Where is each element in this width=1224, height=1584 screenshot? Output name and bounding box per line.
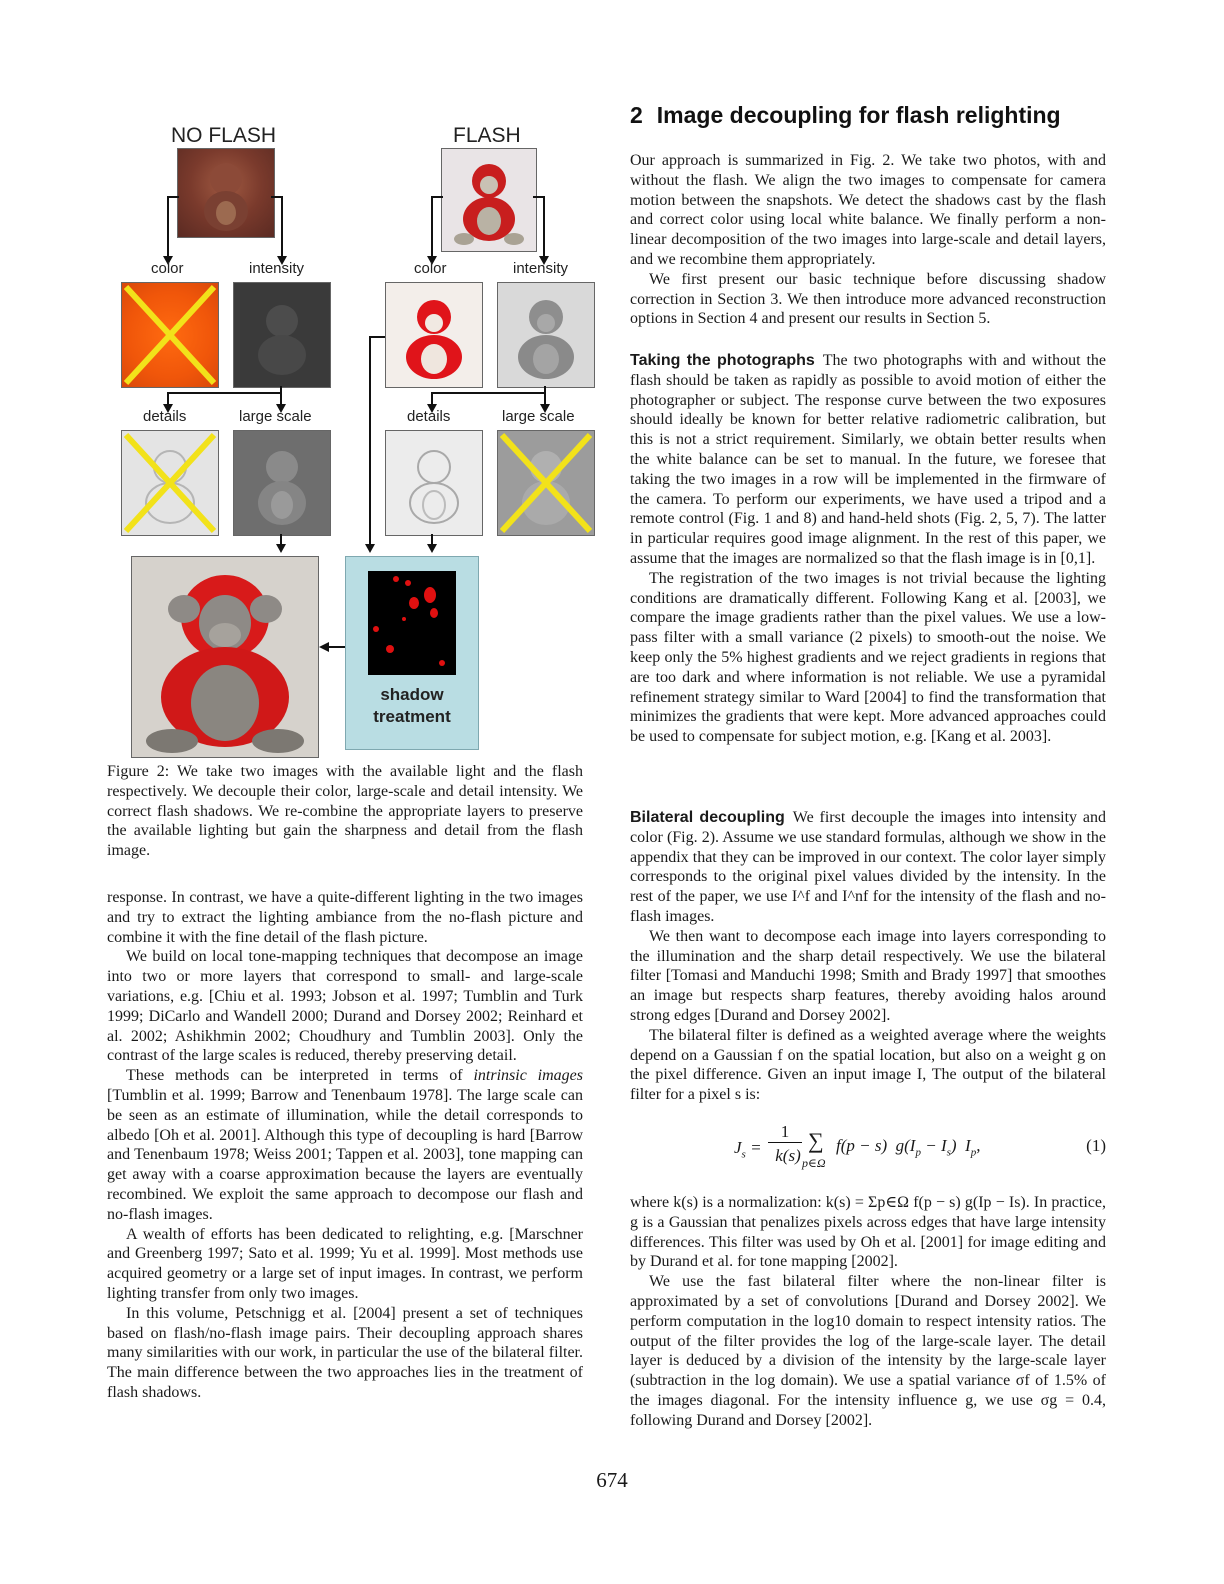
result-photo <box>131 556 319 758</box>
equation-1: $J_s$ = 1 k(s) ∑ p∈Ω f(p − s) $g(I_p - I_s)$ $I_p$, (1) <box>734 1122 1106 1170</box>
nf-color-tile <box>121 282 219 388</box>
nf-details-label: details <box>143 408 187 425</box>
bilateral-heading: Bilateral decoupling <box>630 809 785 826</box>
nf-large-scale-tile <box>233 430 331 536</box>
nf-large-scale-label: large scale <box>239 408 312 425</box>
right-p4: The registration of the two images is not trivial because the lighting conditions are dramatically different. Following Kang et al. [2003], we compare the image gradients rather than the pixel values. We use a low-pass filter with a small variance (2 pixels) to smooth-out the noise. We keep only the 5% highest gradients and we reject gradients in regions that are too dark and where information is not reliable. We use a pyramidal refinement strategy similar to Ward [2004] to find the transformation that minimizes the gradients that were kept. More advanced approaches could be used to compensate for subject motion, e.g. [Kang et al. 2003]. <box>630 569 1106 746</box>
f-large-scale-label: large scale <box>502 408 575 425</box>
shadow-label-2: treatment <box>373 707 451 726</box>
f-color-tile <box>385 282 483 388</box>
shadow-treatment-box <box>345 556 479 750</box>
f-details-tile <box>385 430 483 536</box>
left-p3: These methods can be interpreted in terms of intrinsic images [Tumblin et al. 1999; Barrow and Tenenbaum 1978]. The large scale can be seen as an estimate of illumination, while the detail corresponds to albedo [Oh et al. 2001]. Although this type of decoupling is hard [Barrow and Tenenbaum 1978; Weiss 2001; Tappen et al. 2003], tone mapping can get away with a coarse approximation because the layers are eventually recombined. We exploit the same approach to decompose our flash and no-flash images. <box>107 1067 584 1223</box>
right-p7: The bilateral filter is defined as a weighted average where the weights depend on a Gaussian f on the spatial location, but also on a weight g on the pixel difference. Given an input image I, The output of the bilateral filter for a pixel s is: <box>630 1026 1106 1104</box>
shadow-label-1: shadow <box>380 685 444 704</box>
caption-text: Figure 2: We take two images with the available light and the flash respectively. We decouple their color, large-scale and detail intensity. We correct flash shadows. We re-combine the appropriate layers to preserve the available lighting but gain the sharpness and detail from the flash image. <box>107 763 583 860</box>
page-number: 674 <box>596 1468 628 1492</box>
right-p5: Bilateral decoupling We first decouple the images into intensity and color (Fig. 2). Assume we use standard formulas, although we show in the appendix that they can be improved in our context. The color layer simply corresponds to the original pixel values divided by the intensity. In the rest of the paper, we use I^f and I^nf for the intensity of the flash and no-flash images. <box>630 809 1106 925</box>
right-p3: Taking the photographs The two photographs with and without the flash should be taken as rapidly as possible to avoid motion of either the photographer or subject. The response curve between the two exposures should ideally be known for better relative radiometric calibration, but this is not a strict requirement. Similarly, we obtain better results when the white balance can be set to manual. In the future, we foresee that taking the two images in a row will be implemented in the firmware of the camera. To perform our experiments, we have used a tripod and a remote control (Fig. 1 and 8) and hand-held shots (Fig. 2, 5, 7). The latter in particular requires good image alignment. In the rest of this paper, we assume that the images are normalized so that the flash image is in [0,1]. <box>630 352 1106 567</box>
right-p8: where k(s) is a normalization: k(s) = Σp∈Ω f(p − s) g(Ip − Is). In practice, g is a Gaussian that penalizes pixels across edges that have large intensity differences. This filter was used by Oh et al. [2001] for image editing and by Durand et al. for tone mapping [2002]. <box>630 1194 1106 1271</box>
nf-intensity-label: intensity <box>249 260 305 277</box>
no-flash-photo <box>177 148 275 238</box>
right-p6: We then want to decompose each image into layers corresponding to the illumination and the sharp detail respectively. We use the bilateral filter [Tomasi and Manduchi 1998; Smith and Brady 1997] that smoothes an image but respects sharp features, thereby avoiding halos around strong edges [Durand and Dorsey 2002]. <box>630 927 1106 1024</box>
nf-details-tile <box>121 430 219 536</box>
flash-photo <box>441 148 537 252</box>
left-p1: response. In contrast, we have a quite-different lighting in the two images and try to extract the lighting ambiance from the no-flash picture and combine it with the fine detail of the flash picture. <box>107 889 583 946</box>
left-p4: A wealth of efforts has been dedicated to relighting, e.g. [Marschner and Greenberg 1997; Sato et al. 1999; Yu et al. 1999]. Most methods use acquired geometry or a large set of input images. In contrast, we perform lighting transfer from only two images. <box>107 1225 583 1302</box>
right-p2: We first present our basic technique before discussing shadow correction in Section 3. We then introduce more advanced reconstruction options in Section 4 and present our results in Section 5. <box>630 270 1106 328</box>
f-intensity-tile <box>497 282 595 388</box>
right-p9: We use the fast bilateral filter where the non-linear filter is approximated by a set of convolutions [Durand and Dorsey 2002]. We perform computation in the log10 domain to respect intensity ratios. The output of the filter provides the log of the large-scale layer. The detail layer is deduced by a division of the intensity by the large-scale layer (subtraction in the log domain). We use a spatial variance σf of 1.5% of the images diagonal. For the intensity influence g, we use σg = 0.4, following Durand and Dorsey [2002]. <box>630 1273 1106 1429</box>
left-p2: We build on local tone-mapping techniques that decompose an image into two or more layers that correspond to small- and large-scale variations, e.g. [Chiu et al. 1993; Jobson et al. 1997; Tumblin and Turk 1999; DiCarlo and Wandell 2000; Durand and Dorsey 2002; Reinhard et al. 2002; Ashikhmin 2002; Choudhury and Tumblin 2003]. Only the contrast of the large scales is reduced, thereby preserving detail. <box>107 948 583 1065</box>
taking-photos-section <box>630 351 1106 747</box>
f-details-label: details <box>407 408 451 425</box>
figure-caption <box>107 762 583 861</box>
left-p5: In this volume, Petschnigg et al. [2004] present a set of techniques based on flash/no-flash image pairs. Their decoupling approach shares many similarities with our work, in particular the use of the bilateral filter. The main difference between the two approaches lies in the treatment of flash shadows. <box>107 1304 583 1401</box>
shadow-mask <box>368 571 456 675</box>
f-large-scale-tile <box>497 430 595 536</box>
right-p1: Our approach is summarized in Fig. 2. We take two photos, with and without the flash. We align the two images to compensate for camera motion between the snapshots. We detect the shadows cast by the flash and correct color using local white balance. We finally perform a non-linear decomposition of the two images into large-scale and detail layers, and we recombine them appropriately. <box>630 152 1106 268</box>
figure-2 <box>107 110 597 760</box>
nf-color-label: color <box>151 260 184 277</box>
equation-number: (1) <box>1086 1136 1106 1155</box>
bilateral-section <box>630 808 1106 1105</box>
section-heading: 2 Image decoupling for flash relighting <box>630 102 1061 128</box>
no-flash-title: NO FLASH <box>171 124 277 147</box>
flash-title: FLASH <box>453 124 521 147</box>
left-column-text <box>107 888 583 1403</box>
nf-intensity-tile <box>233 282 331 388</box>
f-intensity-label: intensity <box>513 260 569 277</box>
bilateral-continued <box>630 1193 1106 1431</box>
f-color-label: color <box>414 260 447 277</box>
taking-photos-heading: Taking the photographs <box>630 352 815 369</box>
right-intro <box>630 151 1106 329</box>
